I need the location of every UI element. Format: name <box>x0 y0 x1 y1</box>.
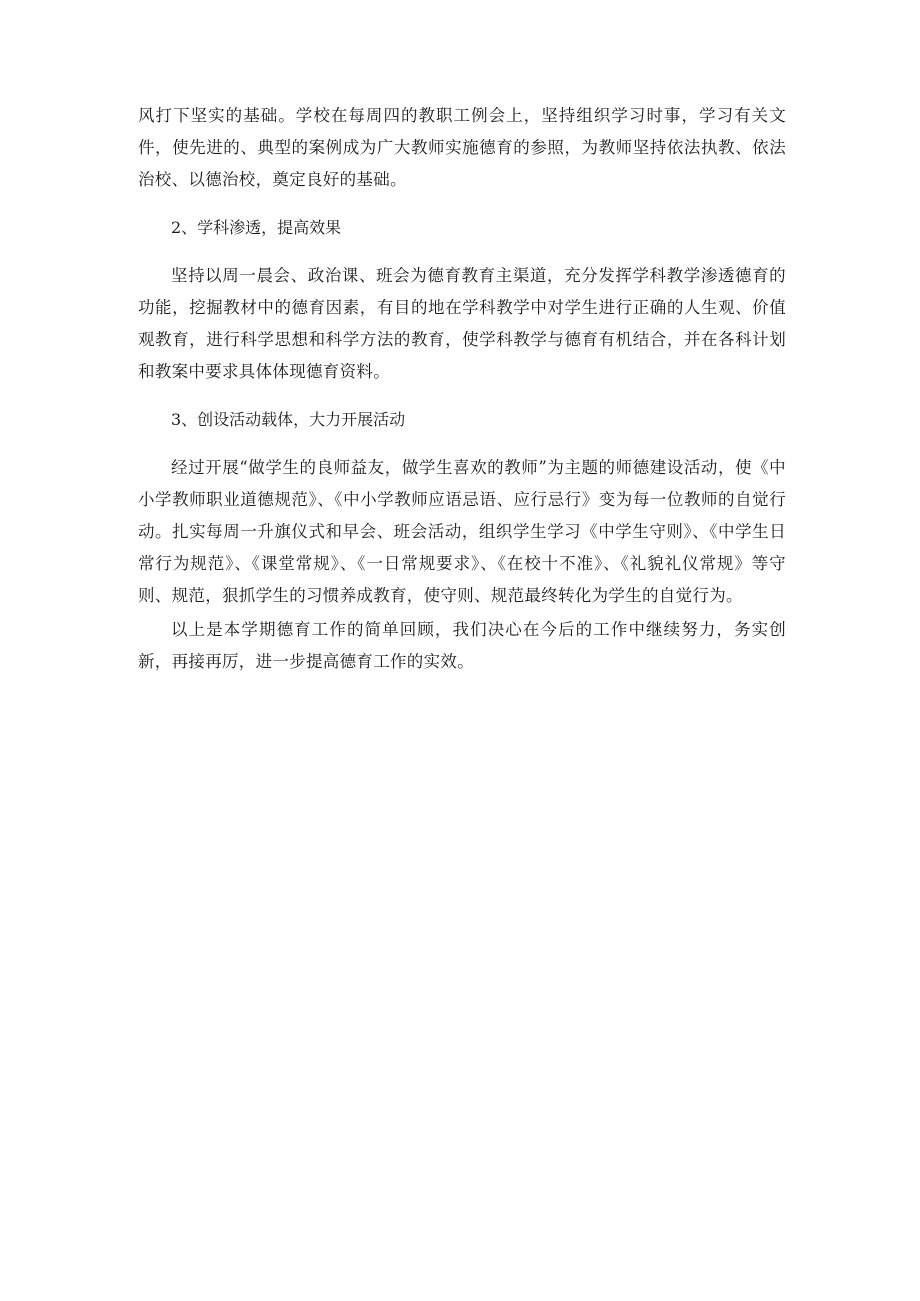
document-page <box>138 100 786 678</box>
paragraph-summary: 以上是本学期德育工作的简单回顾，我们决心在今后的工作中继续努力，务实创新，再接再厉，进一步提高德育工作的实效。 <box>138 620 786 671</box>
paragraph-activities: 经过开展“做学生的良师益友，做学生喜欢的教师”为主题的师德建设活动，使《中小学教师职业道德规范》、《中小学教师应语忌语、应行忌行》变为每一位教师的自觉行动。扎实每周一升旗仪式和早会、班会活动，组织学生学习《中学生守则》、《中学生日常行为规范》、《课堂常规》、《一日常规要求》、《在校十不准》、《礼貌礼仪常规》等守则、规范，狠抓学生的习惯养成教育，使守则、规范最终转化为学生的自觉行为。 <box>138 458 786 605</box>
section-heading-3: 3、创设活动载体，大力开展活动 <box>171 410 406 429</box>
paragraph-subject-integration: 坚持以周一晨会、政治课、班会为德育教育主渠道，充分发挥学科教学渗透德育的功能，挖掘教材中的德育因素，有目的地在学科教学中对学生进行正确的人生观、价值观教育，进行科学思想和科学方法的教育，使学科教学与德育有机结合，并在各科计划和教案中要求具体体现德育资料。 <box>138 266 786 381</box>
paragraph-continuation: 风打下坚实的基础。学校在每周四的教职工例会上，坚持组织学习时事，学习有关文件，使先进的、典型的案例成为广大教师实施德育的参照，为教师坚持依法执教、依法治校、以德治校，奠定良好的基础。 <box>138 106 786 189</box>
section-heading-2: 2、学科渗透，提高效果 <box>171 218 342 237</box>
